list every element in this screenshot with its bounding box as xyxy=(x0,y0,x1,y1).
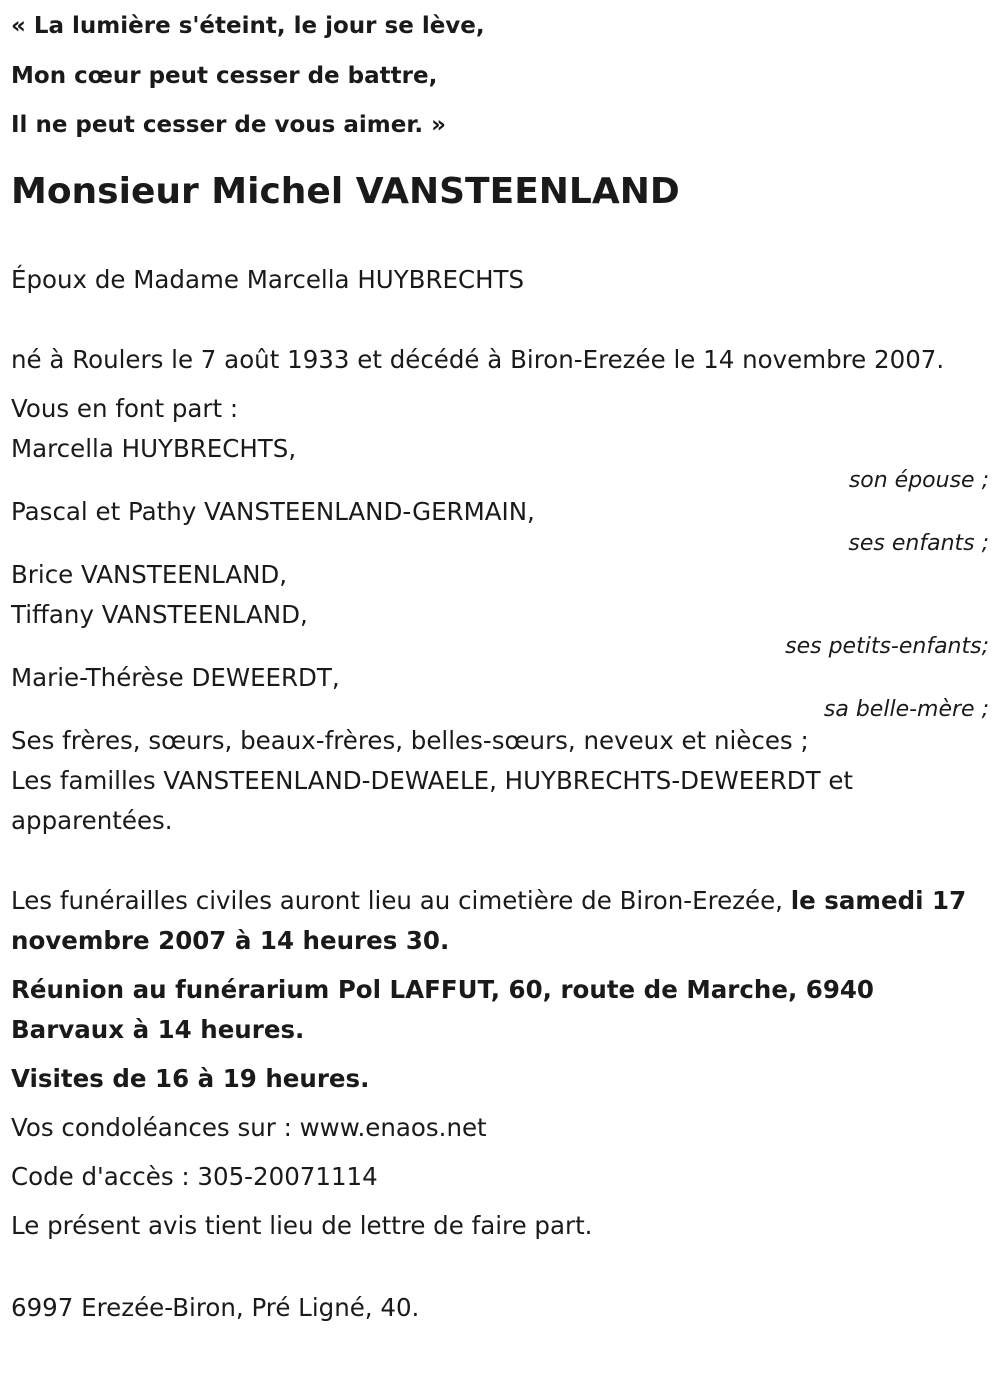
family-relation: ses enfants ; xyxy=(848,530,989,556)
obituary-notice xyxy=(11,0,991,1328)
verse-line-2: Mon cœur peut cesser de battre, xyxy=(11,62,438,89)
family-relation: sa belle-mère ; xyxy=(823,696,989,722)
families-line: Les familles VANSTEENLAND-DEWAELE, HUYBRECHTS-DEWEERDT et apparentées. xyxy=(11,765,854,835)
condolences-line: Vos condoléances sur : www.enaos.net xyxy=(11,1112,487,1142)
verse-line-1: « La lumière s'éteint, le jour se lève, xyxy=(11,13,485,39)
siblings-line: Ses frères, sœurs, beaux-frères, belles-sœurs, neveux et nièces ; xyxy=(11,725,809,755)
visits-info: Visites de 16 à 19 heures. xyxy=(11,1063,370,1093)
notice-line: Le présent avis tient lieu de lettre de faire part. xyxy=(11,1210,593,1240)
spouse-line: Époux de Madame Marcella HUYBRECHTS xyxy=(11,264,525,294)
funeral-info xyxy=(11,881,991,961)
verse-line-3: Il ne peut cesser de vous aimer. » xyxy=(11,112,447,138)
verse xyxy=(11,2,991,151)
funeral-text: Les funérailles civiles auront lieu au cimetière de Biron-Erezée, xyxy=(11,885,791,915)
address-line: 6997 Erezée-Biron, Pré Ligné, 40. xyxy=(11,1292,420,1322)
funeral-date: le samedi 17 novembre 2007 à 14 heures 30. xyxy=(11,885,967,955)
family-list xyxy=(11,429,991,721)
family-relation: ses petits-enfants; xyxy=(785,633,989,659)
meeting-info: Réunion au funérarium Pol LAFFUT, 60, route de Marche, 6940 Barvaux à 14 heures. xyxy=(11,974,874,1044)
family-member-name: Brice VANSTEENLAND, xyxy=(11,559,288,589)
family-member-name: Marcella HUYBRECHTS, xyxy=(11,433,297,463)
access-code-line: Code d'accès : 305-20071114 xyxy=(11,1161,378,1191)
birth-death-line: né à Roulers le 7 août 1933 et décédé à Biron-Erezée le 14 novembre 2007. xyxy=(11,344,945,374)
announce-intro: Vous en font part : xyxy=(11,393,239,423)
family-member-name: Pascal et Pathy VANSTEENLAND-GERMAIN, xyxy=(11,496,535,526)
family-relation: son épouse ; xyxy=(848,467,989,493)
family-member-name: Marie-Thérèse DEWEERDT, xyxy=(11,662,340,692)
family-member-name: Tiffany VANSTEENLAND, xyxy=(11,599,308,629)
deceased-name: Monsieur Michel VANSTEENLAND xyxy=(11,170,680,212)
